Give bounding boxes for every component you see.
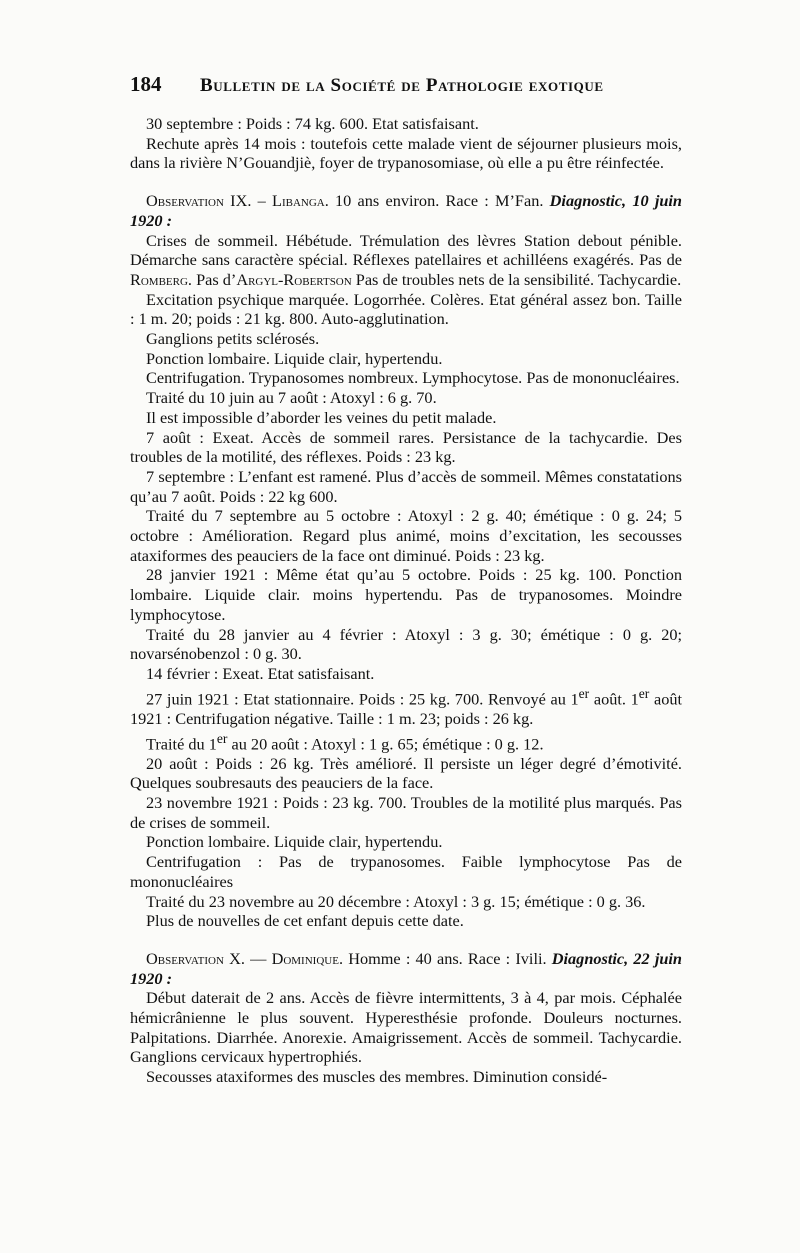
paragraph: Traité du 23 novembre au 20 décembre : Atoxyl : 3 g. 15; émétique : 0 g. 36. xyxy=(146,891,646,911)
paragraph: Observation IX. – Libanga. 10 ans environ. Race : M’Fan. Diagnostic, 10 juin 1920 : xyxy=(130,191,682,230)
paragraph: 23 novembre 1921 : Poids : 23 kg. 700. Troubles de la motilité plus marqués. Pas de crises de sommeil. xyxy=(130,793,682,832)
paragraph: Traité du 28 janvier au 4 février : Atoxyl : 3 g. 30; émétique : 0 g. 20; novarsénobenzol : 0 g. 30. xyxy=(130,624,682,664)
running-title: Bulletin de la Société de Pathologie exotique xyxy=(200,75,604,96)
paragraph: 7 août : Exeat. Accès de sommeil rares. Persistance de la tachycardie. Des troubles de la motilité, des réflexes. Poids : 23 kg. xyxy=(130,427,682,467)
paragraph: Excitation psychique marquée. Logorrhée. Colères. Etat général assez bon. Taille : 1 m. 20; poids : 21 kg. 800. Auto-agglutination. xyxy=(130,289,682,329)
paragraph: Secousses ataxiformes des muscles des membres. Diminution considé- xyxy=(146,1067,608,1087)
paragraph: 28 janvier 1921 : Même état qu’au 5 octobre. Poids : 25 kg. 100. Ponction lombaire. Liquide clair. moins hypertendu. Pas de trypanosomes. Moindre lymphocytose. xyxy=(130,565,682,624)
paragraph: Crises de sommeil. Hébétude. Trémulation des lèvres Station debout pénible. Démarche sans caractère spécial. Réflexes patellaires et achilléens exagérés. Pas de Romberg. Pas d’Argyl-Robertson Pas de troubles nets de la sensibilité. Tachycardie. xyxy=(130,230,682,289)
paragraph: 20 août : Poids : 26 kg. Très amélioré. Il persiste un léger degré d’émotivité. Quelques soubresauts des peauciers de la face. xyxy=(130,753,682,793)
page-number: 184 xyxy=(130,72,162,96)
paragraph: Ganglions petits sclérosés. xyxy=(146,329,320,349)
page-header xyxy=(130,72,682,108)
paragraph: Traité du 1er au 20 août : Atoxyl : 1 g. 65; émétique : 0 g. 12. xyxy=(146,730,544,753)
page-body xyxy=(130,114,682,1087)
paragraph: Centrifugation : Pas de trypanosomes. Faible lymphocytose Pas de mononucléaires xyxy=(130,852,682,891)
paragraph: Ponction lombaire. Liquide clair, hypertendu. xyxy=(146,348,443,368)
paragraph: Rechute après 14 mois : toutefois cette malade vient de séjourner plusieurs mois, dans la rivière N’Gouandjiè, foyer de trypanosomiase, où elle a pu être réinfectée. xyxy=(130,133,682,173)
paragraph: Traité du 7 septembre au 5 octobre : Atoxyl : 2 g. 40; émétique : 0 g. 24; 5 octobre : Amélioration. Regard plus animé, moins d’excitation, les secousses ataxiformes des peauciers de la face ont diminué. Poids : 23 kg. xyxy=(130,506,682,565)
paragraph: Il est impossible d’aborder les veines du petit malade. xyxy=(146,407,497,427)
paragraph: Plus de nouvelles de cet enfant depuis cette date. xyxy=(146,911,464,931)
paragraph: Début daterait de 2 ans. Accès de fièvre intermittents, 3 à 4, par mois. Céphalée hémicrânienne le plus souvent. Hyperesthésie profonde. Douleurs nocturnes. Palpitations. Diarrhée. Anorexie. Amaigrissement. Accès de sommeil. Tachycardie. Ganglions cervicaux hypertrophiés. xyxy=(130,988,682,1067)
paragraph: Centrifugation. Trypanosomes nombreux. Lymphocytose. Pas de mononucléaires. xyxy=(146,368,680,388)
paragraph: Ponction lombaire. Liquide clair, hypertendu. xyxy=(146,832,443,852)
paragraph: 7 septembre : L’enfant est ramené. Plus d’accès de sommeil. Mêmes constatations qu’au 7 août. Poids : 22 kg 600. xyxy=(130,466,682,506)
paragraph: 27 juin 1921 : Etat stationnaire. Poids : 25 kg. 700. Renvoyé au 1er août. 1er août 1921 : Centrifugation négative. Taille : 1 m. 23; poids : 26 kg. xyxy=(130,685,682,728)
paragraph: 30 septembre : Poids : 74 kg. 600. Etat satisfaisant. xyxy=(146,114,479,133)
paragraph: 14 février : Exeat. Etat satisfaisant. xyxy=(146,663,375,683)
paragraph: Traité du 10 juin au 7 août : Atoxyl : 6 g. 70. xyxy=(146,388,437,408)
paragraph: Observation X. — Dominique. Homme : 40 ans. Race : Ivili. Diagnostic, 22 juin 1920 : xyxy=(130,948,682,988)
